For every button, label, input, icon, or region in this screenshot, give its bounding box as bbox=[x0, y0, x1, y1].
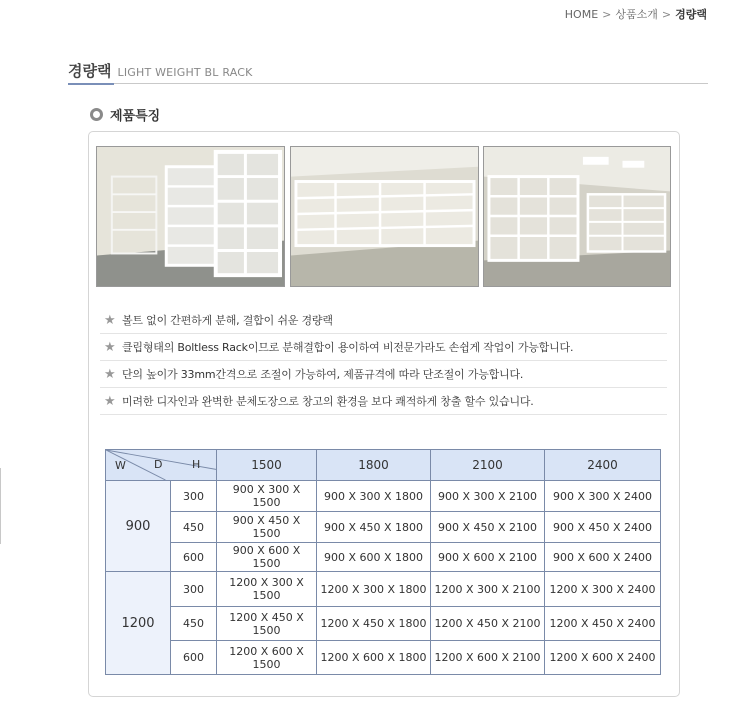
section-title: 제품특징 bbox=[110, 109, 161, 124]
table-row bbox=[106, 572, 661, 607]
rack-photo-2 bbox=[290, 146, 479, 287]
feature-text: 클립형태의 Boltless Rack이므로 분해결합이 용이하여 비전문가라도 손쉽게 작업이 가능합니다. bbox=[122, 341, 574, 354]
table-row bbox=[106, 641, 661, 675]
column-header-height: 2400 bbox=[545, 450, 661, 481]
star-bullet-icon: ★ bbox=[104, 393, 116, 409]
breadcrumb-current: 경량랙 bbox=[675, 8, 707, 21]
rack-photo-1 bbox=[96, 146, 285, 287]
size-cell: 1200 X 300 X 1800 bbox=[317, 572, 431, 607]
title-underline bbox=[68, 83, 114, 85]
size-spec-table bbox=[105, 449, 661, 675]
feature-text: 미려한 디자인과 완벽한 분체도장으로 창고의 환경을 보다 쾌적하게 창출 할수 있습니다. bbox=[122, 395, 534, 408]
depth-cell: 300 bbox=[171, 572, 217, 607]
width-group-label: 1200 bbox=[106, 572, 171, 675]
circle-bullet-icon bbox=[90, 108, 103, 121]
corner-label-d: D bbox=[154, 458, 163, 471]
feature-text: 볼트 없이 간편하게 분해, 결합이 쉬운 경량랙 bbox=[122, 314, 333, 327]
size-cell: 1200 X 450 X 1500 bbox=[217, 607, 317, 641]
table-header-row bbox=[106, 450, 661, 481]
page-title: 경량랙 bbox=[68, 62, 112, 80]
size-cell: 900 X 300 X 1800 bbox=[317, 481, 431, 512]
feature-item bbox=[100, 361, 667, 388]
size-cell: 1200 X 300 X 2100 bbox=[431, 572, 545, 607]
size-cell: 900 X 300 X 1500 bbox=[217, 481, 317, 512]
left-edge-divider bbox=[0, 468, 2, 544]
size-cell: 900 X 600 X 1800 bbox=[317, 543, 431, 572]
table-row bbox=[106, 543, 661, 572]
size-cell: 900 X 450 X 1800 bbox=[317, 512, 431, 543]
corner-label-w: W bbox=[115, 459, 126, 472]
star-bullet-icon: ★ bbox=[104, 312, 116, 328]
size-cell: 1200 X 600 X 1500 bbox=[217, 641, 317, 675]
feature-item bbox=[100, 388, 667, 415]
size-cell: 1200 X 450 X 2100 bbox=[431, 607, 545, 641]
size-cell: 900 X 600 X 2100 bbox=[431, 543, 545, 572]
table-row bbox=[106, 607, 661, 641]
depth-cell: 300 bbox=[171, 481, 217, 512]
size-cell: 1200 X 600 X 2400 bbox=[545, 641, 661, 675]
depth-cell: 600 bbox=[171, 641, 217, 675]
size-cell: 1200 X 600 X 2100 bbox=[431, 641, 545, 675]
breadcrumb-home[interactable]: HOME bbox=[564, 8, 599, 21]
size-cell: 900 X 450 X 2400 bbox=[545, 512, 661, 543]
page-subtitle: LIGHT WEIGHT BL RACK bbox=[117, 66, 253, 79]
feature-item bbox=[100, 307, 667, 334]
dimension-corner-cell bbox=[106, 450, 217, 481]
breadcrumb bbox=[565, 6, 707, 22]
size-cell: 900 X 450 X 1500 bbox=[217, 512, 317, 543]
size-cell: 900 X 300 X 2400 bbox=[545, 481, 661, 512]
star-bullet-icon: ★ bbox=[104, 366, 116, 382]
size-cell: 900 X 450 X 2100 bbox=[431, 512, 545, 543]
depth-cell: 450 bbox=[171, 607, 217, 641]
corner-label-h: H bbox=[192, 458, 201, 471]
depth-cell: 600 bbox=[171, 543, 217, 572]
table-row bbox=[106, 512, 661, 543]
size-cell: 900 X 300 X 2100 bbox=[431, 481, 545, 512]
breadcrumb-separator-icon: > bbox=[661, 8, 672, 21]
size-cell: 1200 X 300 X 2400 bbox=[545, 572, 661, 607]
size-cell: 1200 X 450 X 2400 bbox=[545, 607, 661, 641]
page-header bbox=[68, 60, 708, 84]
breadcrumb-category[interactable]: 상품소개 bbox=[615, 8, 658, 21]
column-header-height: 2100 bbox=[431, 450, 545, 481]
column-header-height: 1500 bbox=[217, 450, 317, 481]
size-cell: 1200 X 600 X 1800 bbox=[317, 641, 431, 675]
feature-item bbox=[100, 334, 667, 361]
breadcrumb-separator-icon: > bbox=[602, 8, 612, 21]
size-cell: 1200 X 450 X 1800 bbox=[317, 607, 431, 641]
rack-photo-3 bbox=[483, 146, 671, 287]
size-cell: 1200 X 300 X 1500 bbox=[217, 572, 317, 607]
size-cell: 900 X 600 X 2400 bbox=[545, 543, 661, 572]
star-bullet-icon: ★ bbox=[104, 339, 116, 355]
size-cell: 900 X 600 X 1500 bbox=[217, 543, 317, 572]
table-row bbox=[106, 481, 661, 512]
feature-text: 단의 높이가 33mm간격으로 조절이 가능하여, 제품규격에 따라 단조절이 가능합니다. bbox=[122, 368, 524, 381]
column-header-height: 1800 bbox=[317, 450, 431, 481]
depth-cell: 450 bbox=[171, 512, 217, 543]
section-heading bbox=[90, 105, 160, 124]
width-group-label: 900 bbox=[106, 481, 171, 572]
feature-list bbox=[100, 307, 667, 415]
